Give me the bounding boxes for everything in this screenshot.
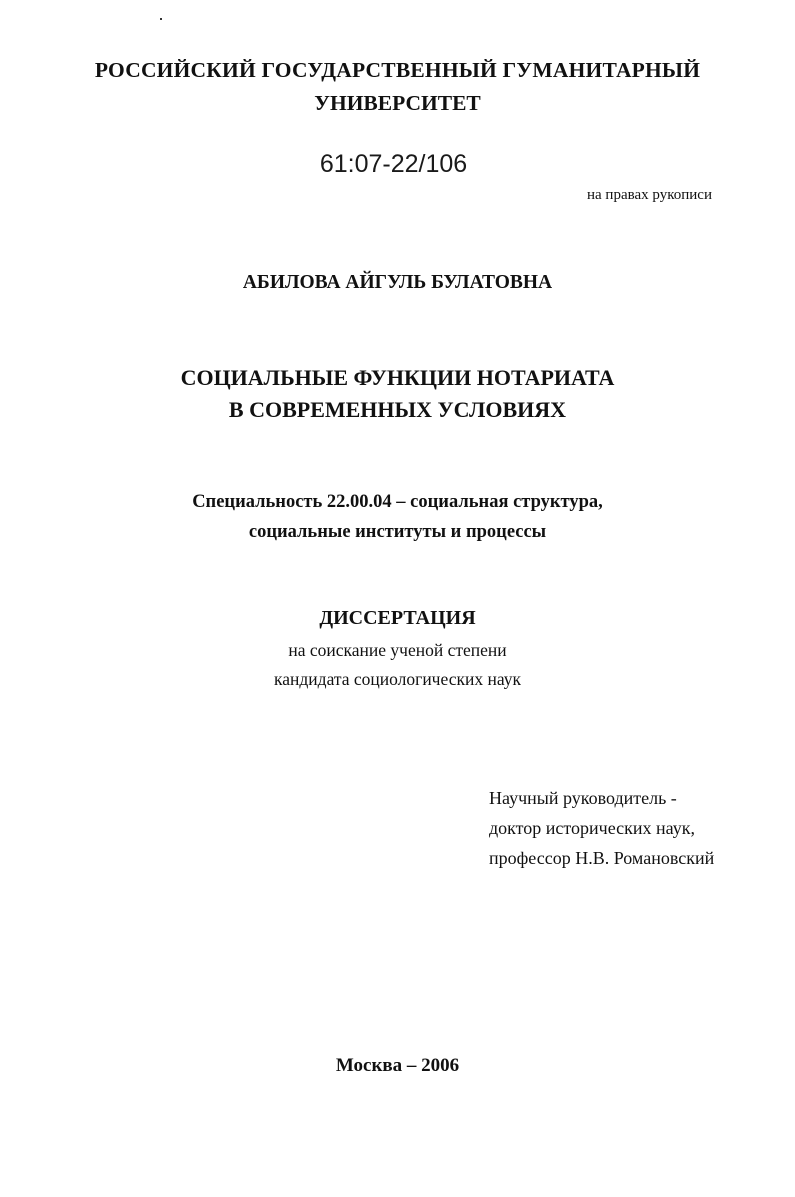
degree-line2: кандидата социологических наук [274,669,521,689]
rights-note: на правах рукописи [587,187,712,203]
author-name: АБИЛОВА АЙГУЛЬ БУЛАТОВНА [242,272,553,293]
advisor-line2: доктор исторических наук, [489,818,695,838]
university-name-line1: РОССИЙСКИЙ ГОСУДАРСТВЕННЫЙ ГУМАНИТАРНЫЙ [94,58,701,82]
scan-speck [160,18,162,20]
work-type-label: ДИССЕРТАЦИЯ [319,607,476,629]
university-name-line2: УНИВЕРСИТЕТ [314,91,481,115]
specialty-line2: социальные институты и процессы [248,522,547,542]
advisor-line3: профессор Н.В. Романовский [489,848,715,868]
catalog-code: 61:07-22/106 [319,150,468,178]
degree-line1: на соискание ученой степени [288,640,507,660]
advisor-line1: Научный руководитель - [489,788,677,808]
thesis-title-line1: СОЦИАЛЬНЫЕ ФУНКЦИИ НОТАРИАТА [180,365,615,390]
specialty-line1: Специальность 22.00.04 – социальная структура, [192,492,603,512]
city-year: Москва – 2006 [335,1055,460,1076]
thesis-title-line2: В СОВРЕМЕННЫХ УСЛОВИЯХ [228,397,567,422]
